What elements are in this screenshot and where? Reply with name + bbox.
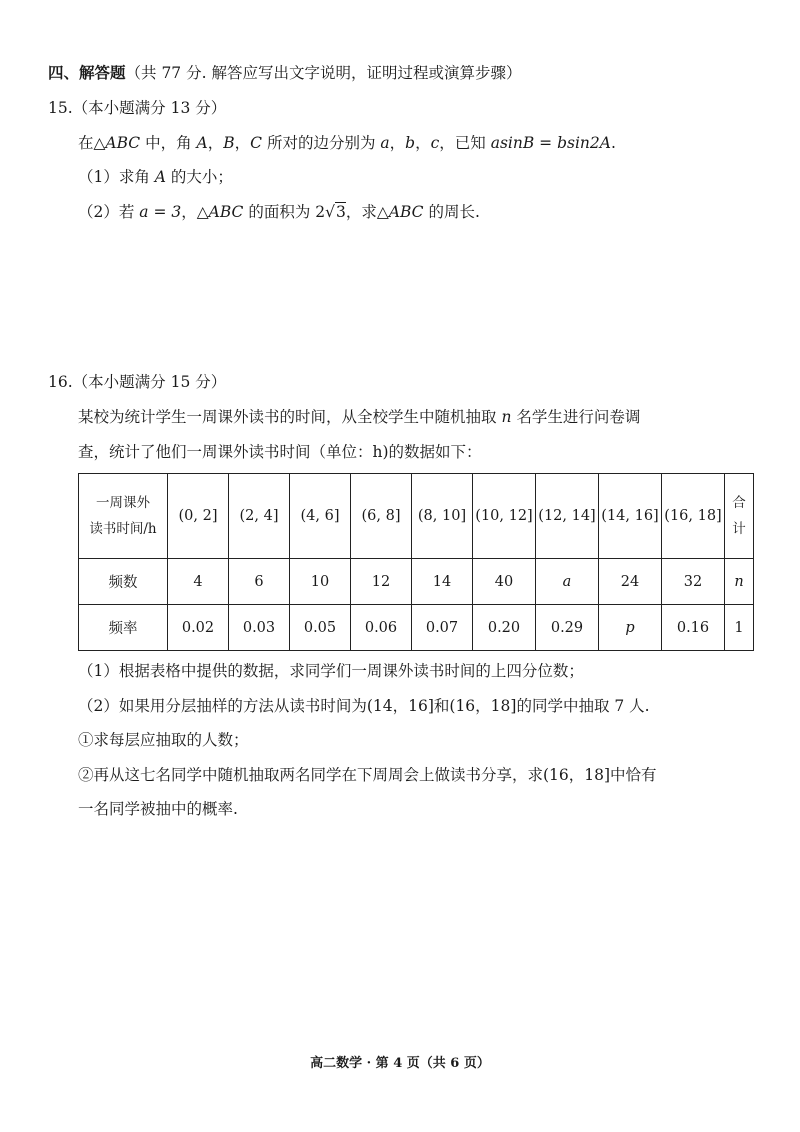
q15-part1-text: 的大小； bbox=[166, 168, 233, 186]
q15-part1-text: （1）求角 bbox=[78, 168, 155, 186]
interval-cell: (10, 12] bbox=[473, 474, 536, 559]
q15-equation-right: bsin2A bbox=[557, 134, 611, 152]
table-header-total bbox=[725, 474, 754, 559]
q15-part2-text: 的周长. bbox=[423, 203, 480, 221]
q15-angle-a: A bbox=[154, 168, 166, 186]
q16-part1: （1）根据表格中提供的数据，求同学们一周课外读书时间的上四分位数； bbox=[78, 662, 584, 680]
q15-side-c: c bbox=[430, 134, 440, 152]
interval-cell: (4, 6] bbox=[290, 474, 351, 559]
table-header-label bbox=[79, 474, 168, 559]
q15-part2-text: （2）若 bbox=[78, 203, 140, 221]
q15-side-value: a = 3 bbox=[139, 203, 182, 221]
q16-stem-text: 名学生进行问卷调 bbox=[511, 408, 641, 426]
freq-cell: 4 bbox=[168, 559, 229, 605]
interval-cell: (2, 4] bbox=[229, 474, 290, 559]
sqrt-value: 3 bbox=[336, 203, 346, 221]
freq-cell: a bbox=[536, 559, 599, 605]
q16-stem-text: 查，统计了他们一周课外读书时间（单位：h)的数据如下： bbox=[78, 443, 482, 461]
q15-comma: ， bbox=[389, 134, 406, 152]
q15-points: （本小题满分 13 分） bbox=[72, 99, 227, 117]
rate-cell: 0.03 bbox=[229, 605, 290, 651]
q15-comma: ， bbox=[234, 134, 251, 152]
q15-triangle-name: ABC bbox=[388, 203, 424, 221]
row-label: 频率 bbox=[79, 605, 168, 651]
q15-angle-b: B bbox=[223, 134, 235, 152]
section-header bbox=[48, 61, 521, 85]
q15-period: . bbox=[610, 134, 616, 152]
interval-cell: (0, 2] bbox=[168, 474, 229, 559]
q15-equation-sign: = bbox=[534, 134, 558, 152]
total-label-line: 计 bbox=[732, 521, 746, 537]
q15-angle-a: A bbox=[196, 134, 208, 152]
q15-stem-text: ，已知 bbox=[439, 134, 491, 152]
q15-side-b: b bbox=[405, 134, 416, 152]
interval-cell: (6, 8] bbox=[351, 474, 412, 559]
freq-cell: 10 bbox=[290, 559, 351, 605]
q15-part1 bbox=[78, 165, 233, 189]
q16-header bbox=[48, 370, 226, 394]
q15-number: 15. bbox=[48, 99, 73, 117]
table-header-row bbox=[79, 474, 754, 559]
rate-cell: 0.02 bbox=[168, 605, 229, 651]
q15-part2-text: 的面积为 2 bbox=[243, 203, 326, 221]
header-label-line: 一周课外 bbox=[96, 495, 150, 511]
q15-part2-text: ，求△ bbox=[345, 203, 389, 221]
frequency-table bbox=[78, 473, 754, 651]
q16-n: n bbox=[501, 408, 512, 426]
q15-stem-text: 在△ bbox=[78, 134, 106, 152]
q16-sub2-line1: ②再从这七名同学中随机抽取两名同学在下周周会上做读书分享，求(16，18]中恰有 bbox=[78, 766, 657, 784]
q15-side-a: a bbox=[380, 134, 390, 152]
total-label-line: 合 bbox=[732, 495, 746, 511]
sqrt-symbol: √ bbox=[325, 203, 336, 221]
interval-cell: (12, 14] bbox=[536, 474, 599, 559]
q16-sub2-line2: 一名同学被抽中的概率. bbox=[78, 800, 238, 818]
rate-cell: 0.29 bbox=[536, 605, 599, 651]
rate-cell: 0.07 bbox=[412, 605, 473, 651]
q16-stem-text: 某校为统计学生一周课外读书的时间，从全校学生中随机抽取 bbox=[78, 408, 502, 426]
freq-cell: 12 bbox=[351, 559, 412, 605]
rate-cell: 0.20 bbox=[473, 605, 536, 651]
interval-cell: (14, 16] bbox=[599, 474, 662, 559]
rate-cell: 0.05 bbox=[290, 605, 351, 651]
page-footer: 高二数学 · 第 4 页（共 6 页） bbox=[310, 1056, 490, 1071]
table-row-rate bbox=[79, 605, 754, 651]
q15-equation-left: asinB bbox=[490, 134, 535, 152]
freq-cell: 40 bbox=[473, 559, 536, 605]
q15-comma: ， bbox=[207, 134, 224, 152]
interval-cell: (16, 18] bbox=[662, 474, 725, 559]
q16-points: （本小题满分 15 分） bbox=[72, 373, 227, 391]
q16-part2: （2）如果用分层抽样的方法从读书时间为(14，16]和(16，18]的同学中抽取 7 人. bbox=[78, 697, 650, 715]
row-label: 频数 bbox=[79, 559, 168, 605]
q15-stem-text: 所对的边分别为 bbox=[262, 134, 381, 152]
freq-cell: 24 bbox=[599, 559, 662, 605]
q15-part2-text: ，△ bbox=[181, 203, 209, 221]
q15-angle-c: C bbox=[250, 134, 263, 152]
rate-cell: 0.16 bbox=[662, 605, 725, 651]
freq-cell: 14 bbox=[412, 559, 473, 605]
q15-comma: ， bbox=[415, 134, 431, 152]
q15-part2 bbox=[78, 200, 480, 224]
rate-cell: 1 bbox=[725, 605, 754, 651]
q16-stem-line1 bbox=[78, 405, 640, 429]
header-label-line: 读书时间/h bbox=[89, 521, 157, 537]
rate-cell: 0.06 bbox=[351, 605, 412, 651]
q15-triangle-name: ABC bbox=[105, 134, 141, 152]
freq-cell: 32 bbox=[662, 559, 725, 605]
section-title: 四、解答题 bbox=[48, 63, 126, 82]
q15-stem-text: 中，角 bbox=[140, 134, 197, 152]
section-note: （共 77 分. 解答应写出文字说明，证明过程或演算步骤） bbox=[125, 64, 522, 82]
q16-sub1: ①求每层应抽取的人数； bbox=[78, 731, 249, 749]
freq-cell: 6 bbox=[229, 559, 290, 605]
interval-cell: (8, 10] bbox=[412, 474, 473, 559]
q15-header bbox=[48, 96, 226, 120]
freq-cell: n bbox=[725, 559, 754, 605]
q15-stem bbox=[78, 131, 616, 155]
rate-cell: p bbox=[599, 605, 662, 651]
q16-number: 16. bbox=[48, 373, 73, 391]
q16-stem-line2 bbox=[78, 440, 482, 464]
q15-triangle-name: ABC bbox=[208, 203, 244, 221]
table-row-frequency bbox=[79, 559, 754, 605]
